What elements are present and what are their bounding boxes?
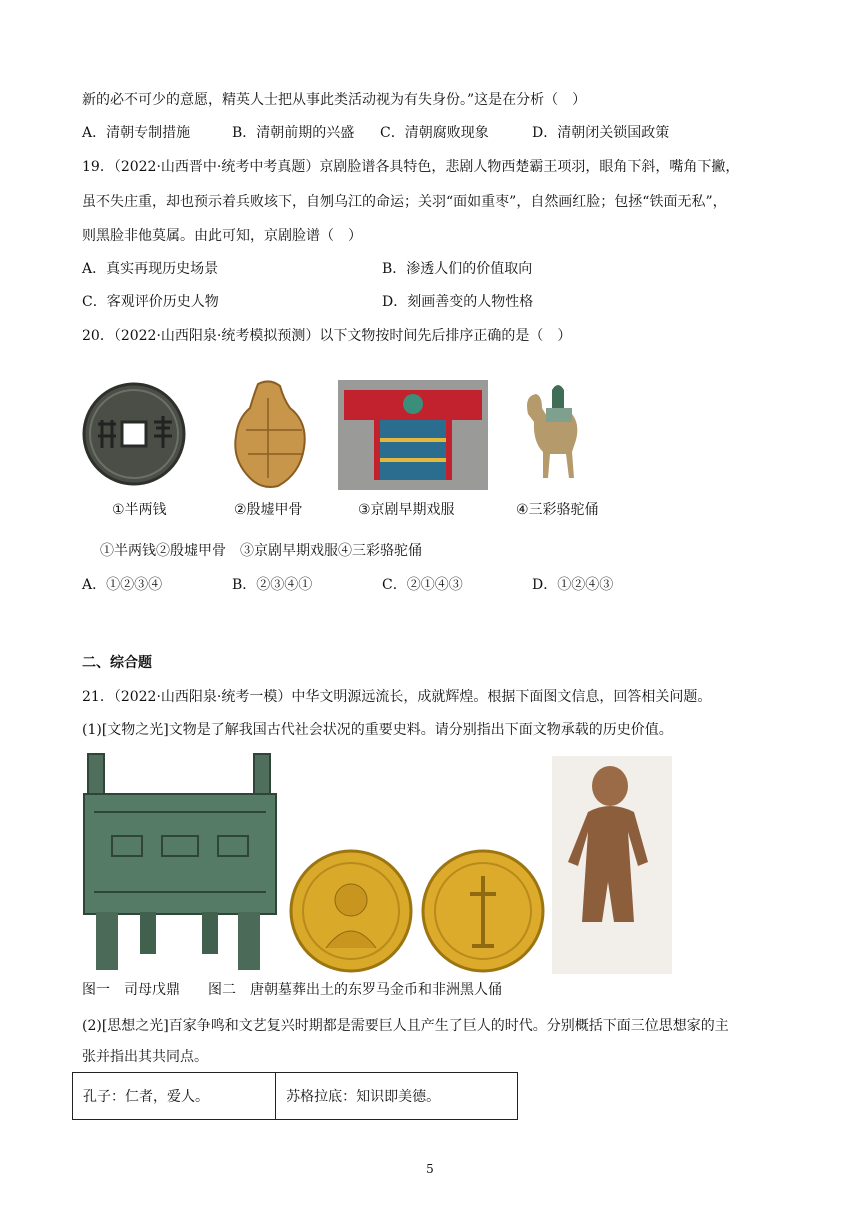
q19-option-d: D．刻画善变的人物性格 [382,294,534,310]
q18-option-c: C．清朝腐败现象 [380,125,489,141]
q18-option-b: B．清朝前期的兴盛 [232,125,355,141]
socrates-cell: 苏格拉底：知识即美德。 [276,1073,518,1120]
thinkers-table [72,1072,518,1120]
sancai-camel-image [518,380,590,490]
q21-figure-caption: 图一 司母戊鼎 图二 唐朝墓葬出土的东罗马金币和非洲黑人俑 [82,982,502,998]
q20-option-b: B．②③④① [232,577,313,593]
q21-stem: 21．（2022·山西阳泉·统考一模）中华文明源远流长，成就辉煌。根据下面图文信息，回答相关问题。 [82,689,712,705]
q20-option-d: D．①②④③ [532,577,614,593]
oracle-bone-image [228,378,312,490]
q21-part2-line2: 张并指出其共同点。 [82,1049,208,1065]
q19-option-c: C．客观评价历史人物 [82,294,219,310]
q19-option-b: B．渗透人们的价值取向 [382,261,533,277]
roman-gold-coin-obverse-image [288,848,414,974]
q21-part1: (1)[文物之光]文物是了解我国古代社会状况的重要史料。请分别指出下面文物承载的历史价值。 [82,722,673,738]
banliang-coin-image [80,380,190,490]
opera-costume-image [338,380,488,490]
q19-option-a: A．真实再现历史场景 [82,261,219,277]
q20-option-a: A．①②③④ [82,577,163,593]
q20-caption: ①半两钱②殷墟甲骨 ③京剧早期戏服④三彩骆驼俑 [100,543,422,559]
african-figurine-image [552,756,672,974]
section-title: 二、综合题 [82,655,152,671]
q19-stem-line1: 19．（2022·山西晋中·统考中考真题）京剧脸谱各具特色，悲剧人物西楚霸王项羽，眼角下斜，嘴角下撇， [82,159,740,175]
q21-part2-line1: (2)[思想之光]百家争鸣和文艺复兴时期都是需要巨人且产生了巨人的时代。分别概括下面三位思想家的主 [82,1018,729,1034]
camel-label: ④三彩骆驼俑 [516,502,599,518]
q18-option-d: D．清朝闭关锁国政策 [532,125,670,141]
costume-label: ③京剧早期戏服 [358,502,455,518]
oracle-bone-label: ②殷墟甲骨 [234,502,303,518]
q20-stem: 20．（2022·山西阳泉·统考模拟预测）以下文物按时间先后排序正确的是（ ） [82,328,572,344]
q18-option-a: A．清朝专制措施 [82,125,191,141]
q20-option-c: C．②①④③ [382,577,463,593]
q19-stem-line2: 虽不失庄重，却也预示着兵败垓下，自刎乌江的命运；关羽“面如重枣”，自然画红脸；包拯“铁面无私”， [82,194,727,210]
coin-label: ①半两钱 [112,502,167,518]
simuwu-ding-image [82,752,278,974]
roman-gold-coin-reverse-image [420,848,546,974]
page-number: 5 [426,1162,434,1176]
q18-stem-tail: 新的必不可少的意愿，精英人士把从事此类活动视为有失身份。”这是在分析（ ） [82,92,587,108]
confucius-cell: 孔子：仁者，爱人。 [73,1073,276,1120]
q19-stem-line3: 则黑脸非他莫属。由此可知，京剧脸谱（ ） [82,228,362,244]
